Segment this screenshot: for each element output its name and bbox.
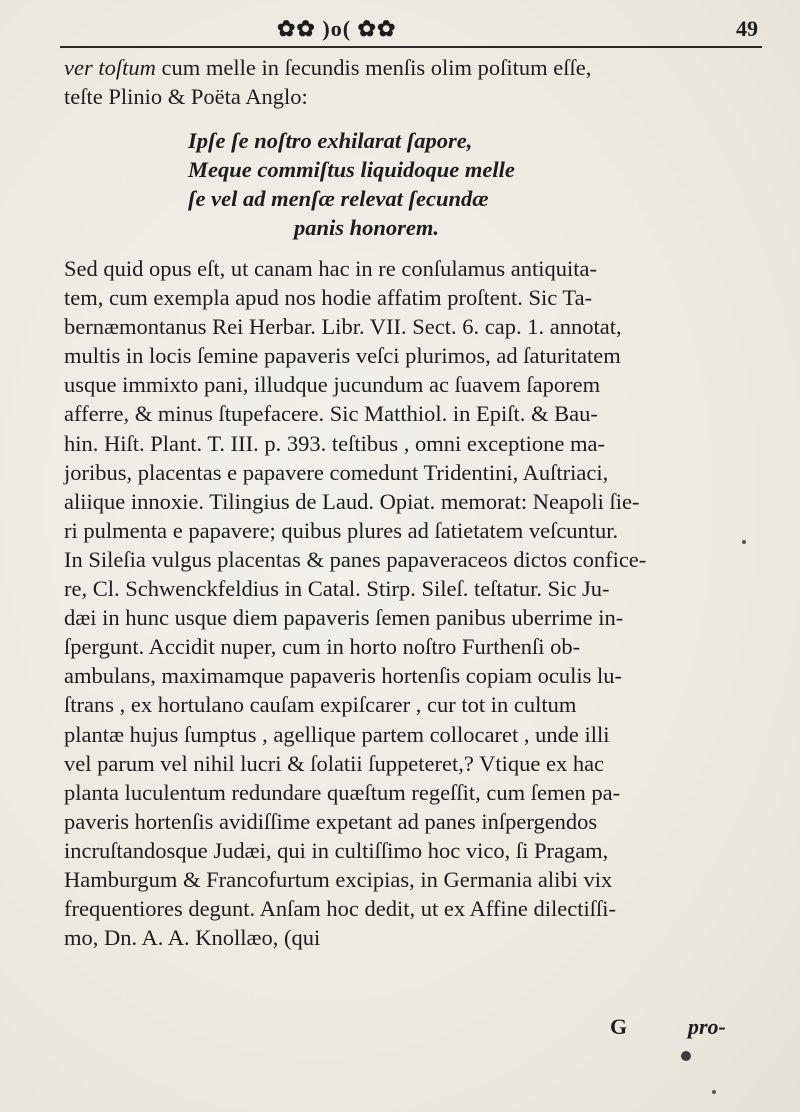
paragraph-line: mo, Dn. A. A. Knollæo, (qui xyxy=(64,925,321,951)
paragraph-line: re, Cl. Schwenckfeldius in Catal. Stirp. Sileſ. teſtatur. Sic Ju- xyxy=(64,576,610,602)
paragraph-line: hin. Hiſt. Plant. T. III. p. 393. teſtibus , omni exceptione ma- xyxy=(64,430,605,456)
paper-speck xyxy=(712,1090,716,1094)
signature-mark: G xyxy=(610,1014,628,1039)
paragraph-line: In Sileſia vulgus placentas & panes papaveraceos dictos confice- xyxy=(64,546,647,572)
paragraph-line: paveris hortenſis avidiſſime expetant ad panes inſpergendos xyxy=(64,808,598,834)
paragraph-line: ſtrans , ex hortulano cauſam expiſcarer , cur tot in cultum xyxy=(64,692,577,718)
running-header xyxy=(60,14,770,48)
paragraph-line: Sed quid opus eſt, ut canam hac in re conſulamus antiquita- xyxy=(64,256,597,281)
verse-line: Meque commiſtus liquidoque melle xyxy=(188,157,515,182)
paragraph-line: dæi in hunc usque diem papaveris ſemen panibus uberrime in- xyxy=(64,605,624,631)
paragraph-line: vel parum vel nihil lucri & ſolatii ſuppeteret,? Vtique ex hac xyxy=(64,750,605,776)
header-ornament: ✿✿ )o( ✿✿ xyxy=(277,16,397,41)
intro-text xyxy=(64,54,754,112)
page-number: 49 xyxy=(736,16,758,41)
catchword: pro- xyxy=(688,1014,726,1039)
paragraph-line: aliique innoxie. Tilingius de Laud. Opiat. memorat: Neapoli ſie- xyxy=(64,488,640,514)
paragraph-line: planta luculentum redundare quæſtum regeſſit, cum ſemen pa- xyxy=(64,779,621,805)
paragraph-line: tem, cum exempla apud nos hodie affatim proſtent. Sic Ta- xyxy=(64,285,593,311)
paragraph-line: bernæmontanus Rei Herbar. Libr. VII. Sect. 6. cap. 1. annotat, xyxy=(64,314,622,340)
header-rule xyxy=(60,46,762,48)
verse-line: Ipſe ſe noſtro exhilarat ſapore, xyxy=(188,128,473,153)
paper-speck xyxy=(742,540,746,544)
intro-line-2: teſte Plinio & Poëta Anglo: xyxy=(64,83,308,109)
paragraph-line: joribus, placentas e papavere comedunt Tridentini, Auſtriaci, xyxy=(64,459,609,485)
intro-line-1-rest: cum melle in ſecundis menſis olim poſitum eſſe, xyxy=(161,55,592,80)
paragraph-line: Hamburgum & Francofurtum excipias, in Germania alibi vix xyxy=(64,866,613,892)
paragraph-line: incruſtandosque Judæi, qui in cultiſſimo hoc vico, ſi Pragam, xyxy=(64,837,609,863)
paragraph-line: multis in locis ſemine papaveris veſci plurimos, ad ſaturitatem xyxy=(64,343,621,369)
verse-line: ſe vel ad menſæ relevat ſecundæ xyxy=(188,186,489,211)
paragraph-line: frequentiores degunt. Anſam hoc dedit, ut ex Affine dilectiſſi- xyxy=(64,896,616,922)
paragraph-line: usque immixto pani, illudque jucundum ac ſuavem ſaporem xyxy=(64,372,601,398)
intro-line-1 xyxy=(64,54,754,83)
paragraph-line: afferre, & minus ſtupefacere. Sic Matthiol. in Epiſt. & Bau- xyxy=(64,401,598,427)
verse-line: panis honorem. xyxy=(294,215,440,240)
paragraph-line: ſpergunt. Accidit nuper, cum in horto noſtro Furthenſi ob- xyxy=(64,634,581,660)
main-paragraph xyxy=(64,254,764,952)
intro-italic: ver toſtum xyxy=(64,55,156,80)
paragraph-line: ambulans, maximamque papaveris hortenſis copiam oculis lu- xyxy=(64,663,622,689)
paragraph-line: ri pulmenta e papavere; quibus plures ad ſatietatem veſcuntur. xyxy=(64,517,619,543)
verse-quotation xyxy=(188,126,515,242)
printer-ornament-dot xyxy=(681,1051,691,1061)
paragraph-line: plantæ hujus ſumptus , agellique partem collocaret , unde illi xyxy=(64,721,610,747)
